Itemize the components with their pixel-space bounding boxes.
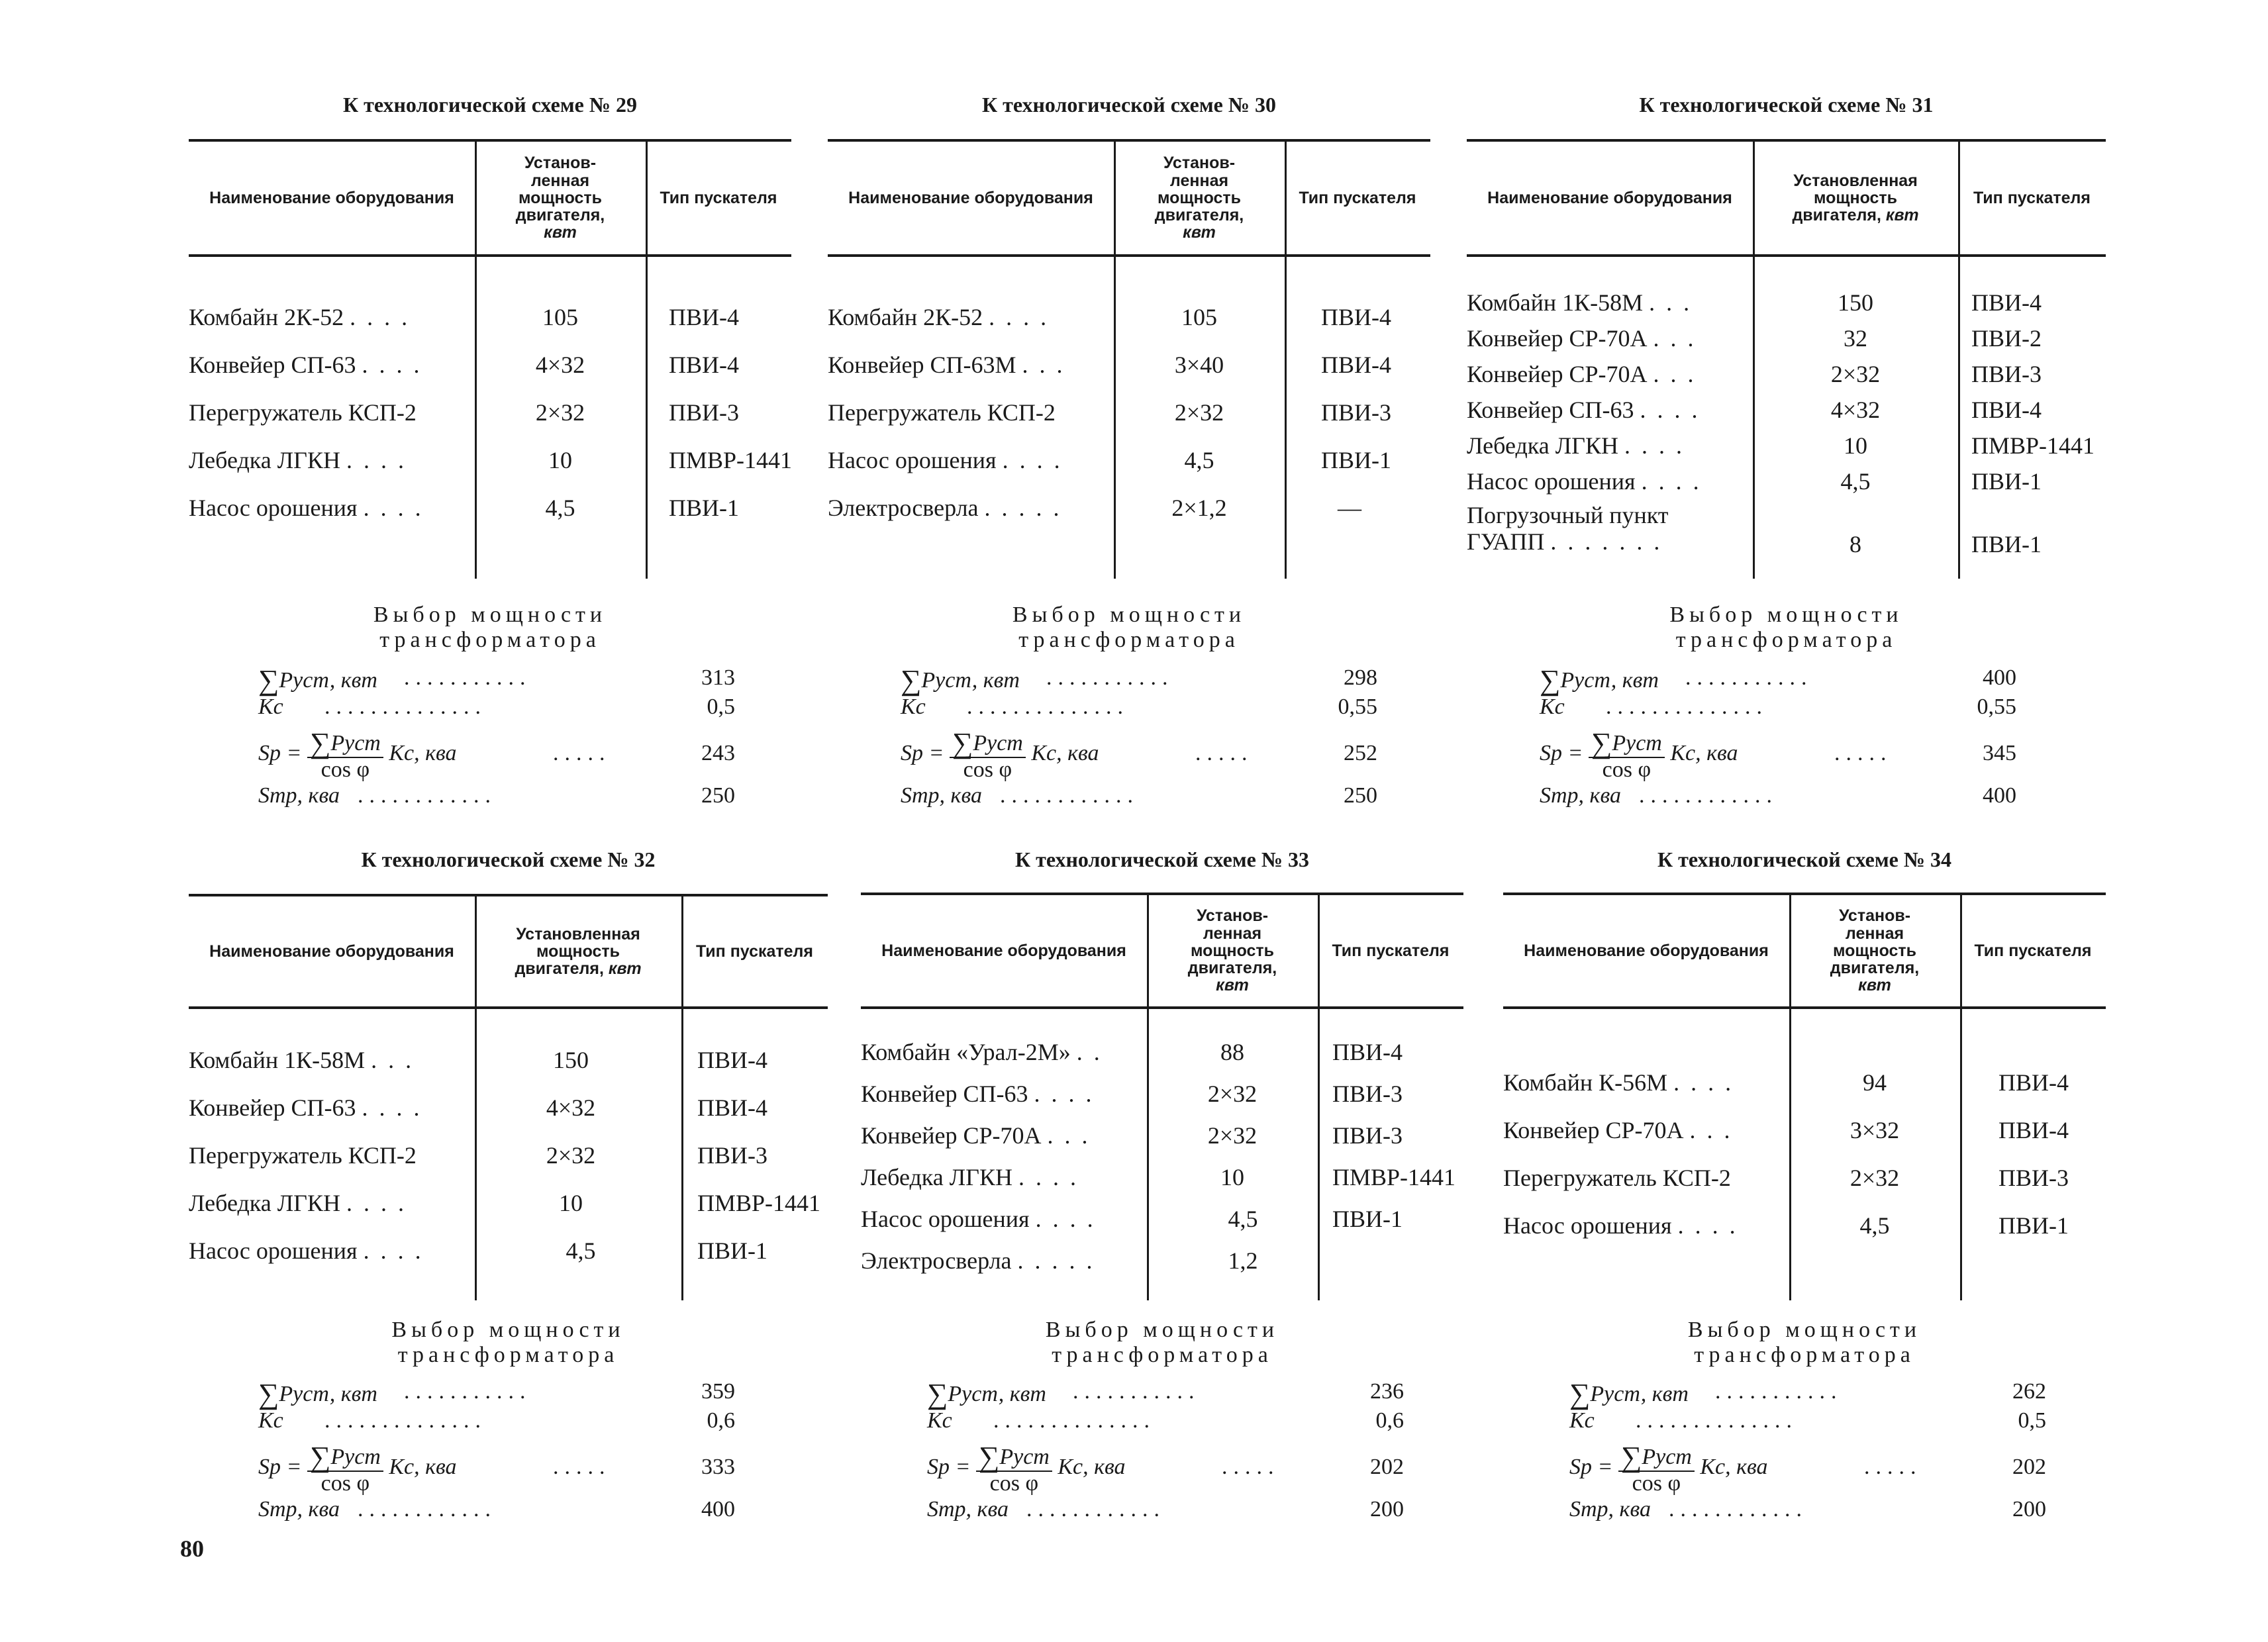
table-row: Конвейер СП-63М . . . 3×40 ПВИ-4: [828, 352, 1391, 378]
scheme-block-30: [828, 93, 1430, 828]
header-name: Наименование оборудования: [1487, 188, 1732, 207]
scheme-block-34: [1503, 847, 2106, 1549]
table-row: Перегружатель КСП-2 2×32 ПВИ-3: [189, 399, 739, 426]
table-row: Электросверла . . . . . 2×1,2 —: [828, 495, 1361, 521]
header-starter: Тип пускателя: [1974, 941, 2092, 960]
table-row: Конвейер СП-63 . . . . 4×32 ПВИ-4: [189, 1094, 767, 1121]
sp-row: Sр = $\frac{\text{∑Pуст}}{\text{cos φ}}$ Kс, ква ..... 202: [927, 1441, 1404, 1496]
scheme-title: К технологической схеме № 29: [342, 93, 638, 117]
header-power: Установ- ленная мощность двигателя, квт: [515, 154, 605, 242]
scheme-title: К технологической схеме № 32: [361, 847, 656, 871]
header-starter: Тип пускателя: [1299, 188, 1416, 207]
str-row: Sтр, ква ............ 250: [258, 783, 735, 808]
header-starter: Тип пускателя: [1973, 188, 2091, 207]
selection-title: Выбор мощности трансформатора: [1687, 1318, 1922, 1367]
str-row: Sтр, ква ............ 200: [1569, 1497, 2046, 1521]
header-power: Установ- ленная мощность двигателя, квт: [1154, 154, 1244, 242]
table-row: Насос орошения . . . . 4,5 ПВИ-1: [1503, 1212, 2069, 1239]
header-starter: Тип пускателя: [660, 188, 777, 207]
table-row: Комбайн 1К-58М . . . 150 ПВИ-4: [1467, 289, 2042, 316]
equipment-table: [1467, 139, 2106, 579]
table-row: Насос орошения . . . . 4,5 ПВИ-1: [828, 447, 1391, 473]
table-header: [189, 142, 791, 257]
table-row: Конвейер СП-63 . . . . 2×32 ПВИ-3: [861, 1081, 1403, 1107]
scheme-title: К технологической схеме № 33: [1014, 847, 1310, 871]
table-row: Комбайн 1К-58М . . . 150 ПВИ-4: [189, 1047, 767, 1073]
equipment-table: [189, 894, 828, 1300]
str-row: Sтр, ква ............ 250: [901, 783, 1377, 808]
equipment-table: [861, 893, 1463, 1300]
header-starter: Тип пускателя: [1332, 941, 1450, 960]
sp-row: Sр = $\frac{\text{∑Pуст}}{\text{cos φ}}$ Kс, ква ..... 345: [1540, 727, 2016, 783]
table-row: Комбайн 2К-52 . . . . 105 ПВИ-4: [828, 304, 1391, 330]
table-row: Перегружатель КСП-2 2×32 ПВИ-3: [828, 399, 1391, 426]
header-starter: Тип пускателя: [695, 942, 814, 961]
scheme-block-29: [189, 93, 791, 828]
sp-row: Sр = $\frac{\text{∑Pуст}}{\text{cos φ}}$ Kс, ква ..... 252: [901, 727, 1377, 783]
p-sum-row: ∑Pуст, квт ........... 262: [1569, 1378, 2046, 1410]
table-row: Конвейер СР-70А . . . 32 ПВИ-2: [1467, 325, 2042, 352]
header-power: Установ- ленная мощность двигателя, квт: [1830, 906, 1920, 995]
table-header: [189, 896, 828, 1009]
header-name: Наименование оборудования: [881, 941, 1126, 960]
table-row: Конвейер СП-63 . . . . 4×32 ПВИ-4: [189, 352, 739, 378]
table-row: Конвейер СР-70А . . . 2×32 ПВИ-3: [1467, 361, 2042, 387]
page-number: 80: [180, 1535, 204, 1562]
equipment-table: [1503, 893, 2106, 1300]
str-row: Sтр, ква ............ 200: [927, 1497, 1404, 1521]
table-row: Лебедка ЛГКН . . . . 10 ПМВР-1441: [861, 1164, 1456, 1190]
table-row: Погрузочный пункт ГУАПП . . . . . . . 8 ПВИ-1: [1467, 502, 2042, 557]
selection-title: Выбор мощности трансформатора: [1669, 603, 1903, 652]
sp-row: Sр = $\frac{\text{∑Pуст}}{\text{cos φ}}$ Kс, ква ..... 333: [258, 1441, 735, 1496]
kc-row: Kс .............. 0,5: [1569, 1408, 2046, 1433]
table-row: Конвейер СР-70А . . . 2×32 ПВИ-3: [861, 1122, 1403, 1149]
table-row: Насос орошения . . . . 4,5 ПВИ-1: [1467, 468, 2042, 495]
header-name: Наименование оборудования: [209, 942, 454, 961]
table-header: [861, 895, 1463, 1009]
sp-row: Sр = $\frac{\text{∑Pуст}}{\text{cos φ}}$ Kс, ква ..... 243: [258, 727, 735, 783]
scheme-title: К технологической схеме № 34: [1657, 847, 1952, 871]
table-header: [1467, 142, 2106, 257]
table-row: Комбайн «Урал-2М» . . 88 ПВИ-4: [861, 1039, 1403, 1065]
equipment-table: [828, 139, 1430, 579]
scheme-title: К технологической схеме № 31: [1639, 93, 1934, 117]
equipment-table: [189, 139, 791, 579]
table-row: Электросверла . . . . . 1,2: [861, 1247, 1258, 1274]
table-row: Конвейер СР-70А . . . 3×32 ПВИ-4: [1503, 1117, 2069, 1143]
str-row: Sтр, ква ............ 400: [1540, 783, 2016, 808]
scheme-block-33: [861, 847, 1463, 1549]
kc-row: Kс .............. 0,6: [927, 1408, 1404, 1433]
selection-title: Выбор мощности трансформатора: [1012, 603, 1246, 652]
table-row: Лебедка ЛГКН . . . . 10 ПМВР-1441: [189, 447, 793, 473]
p-sum-row: ∑Pуст, квт ........... 298: [901, 664, 1377, 697]
kc-row: Kс .............. 0,55: [1540, 695, 2016, 719]
table-header: [1503, 895, 2106, 1009]
table-header: [828, 142, 1430, 257]
p-sum-row: ∑Pуст, квт ........... 400: [1540, 664, 2016, 697]
selection-title: Выбор мощности трансформатора: [373, 603, 607, 652]
selection-title: Выбор мощности трансформатора: [391, 1318, 625, 1367]
p-sum-row: ∑Pуст, квт ........... 359: [258, 1378, 735, 1410]
str-row: Sтр, ква ............ 400: [258, 1497, 735, 1521]
scheme-block-32: [189, 847, 828, 1549]
table-row: Лебедка ЛГКН . . . . 10 ПМВР-1441: [189, 1190, 821, 1216]
header-power: Установленная мощность двигателя, квт: [515, 924, 642, 979]
header-power: Установ- ленная мощность двигателя, квт: [1187, 906, 1277, 995]
sp-row: Sр = $\frac{\text{∑Pуст}}{\text{cos φ}}$ Kс, ква ..... 202: [1569, 1441, 2046, 1496]
table-row: Насос орошения . . . . 4,5 ПВИ-1: [861, 1206, 1403, 1232]
kc-row: Kс .............. 0,55: [901, 695, 1377, 719]
p-sum-row: ∑Pуст, квт ........... 313: [258, 664, 735, 697]
header-name: Наименование оборудования: [209, 188, 454, 207]
table-row: Лебедка ЛГКН . . . . 10 ПМВР-1441: [1467, 432, 2095, 459]
kc-row: Kс .............. 0,5: [258, 695, 735, 719]
header-name: Наименование оборудования: [1524, 941, 1769, 960]
table-row: Комбайн К-56М . . . . 94 ПВИ-4: [1503, 1069, 2069, 1096]
table-row: Комбайн 2К-52 . . . . 105 ПВИ-4: [189, 304, 739, 330]
table-row: Перегружатель КСП-2 2×32 ПВИ-3: [1503, 1165, 2069, 1191]
table-row: Перегружатель КСП-2 2×32 ПВИ-3: [189, 1142, 767, 1169]
table-row: Насос орошения . . . . 4,5 ПВИ-1: [189, 495, 739, 521]
scheme-block-31: [1467, 93, 2106, 828]
header-power: Установленная мощность двигателя, квт: [1792, 171, 1919, 225]
header-name: Наименование оборудования: [848, 188, 1093, 207]
kc-row: Kс .............. 0,6: [258, 1408, 735, 1433]
table-row: Насос орошения . . . . 4,5 ПВИ-1: [189, 1237, 767, 1264]
scheme-title: К технологической схеме № 30: [981, 93, 1277, 117]
p-sum-row: ∑Pуст, квт ........... 236: [927, 1378, 1404, 1410]
table-row: Конвейер СП-63 . . . . 4×32 ПВИ-4: [1467, 397, 2042, 423]
selection-title: Выбор мощности трансформатора: [1045, 1318, 1279, 1367]
